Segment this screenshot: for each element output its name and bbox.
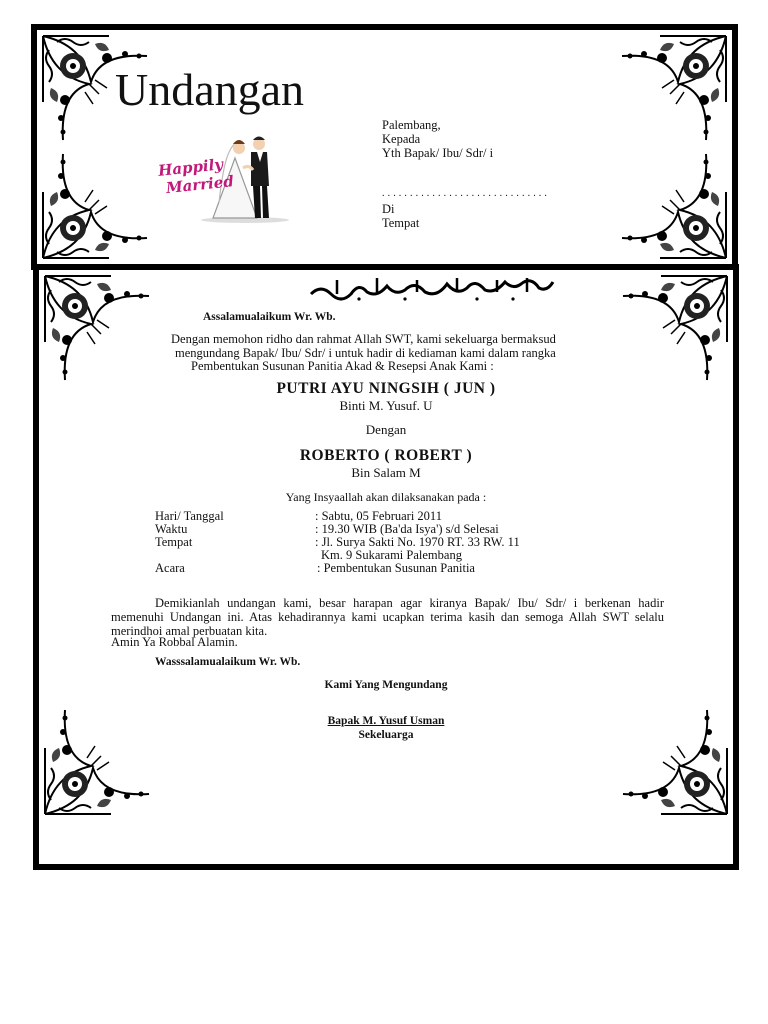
intro-line-2: mengundang Bapak/ Ibu/ Sdr/ i untuk hadir di kediaman kami dalam rangka bbox=[175, 346, 556, 360]
intro-line-1: Dengan memohon ridho dan rahmat Allah SWT, kami sekeluarga bermaksud bbox=[171, 332, 556, 346]
detail-label-time: Waktu bbox=[155, 522, 188, 536]
invitation-title: Undangan bbox=[115, 64, 305, 115]
detail-label-date: Hari/ Tanggal bbox=[155, 509, 224, 523]
address-tempat: Tempat bbox=[382, 216, 420, 230]
address-recipient: Yth Bapak/ Ibu/ Sdr/ i bbox=[382, 146, 494, 160]
corner-ornament-icon bbox=[39, 150, 151, 262]
closing-amin: Amin Ya Robbal Alamin. bbox=[111, 635, 238, 649]
corner-ornament-icon bbox=[618, 32, 730, 144]
detail-value-place-2: Km. 9 Sukarami Palembang bbox=[321, 548, 462, 562]
farewell-text: Wasssalamualaikum Wr. Wb. bbox=[155, 656, 301, 668]
corner-ornament-icon bbox=[41, 272, 153, 384]
logo-text-happily: Happily bbox=[157, 155, 224, 180]
envelope-cover bbox=[31, 24, 738, 270]
intro-line-3: Pembentukan Susunan Panitia Akad & Resepsi Anak Kami : bbox=[191, 359, 494, 373]
detail-value-time: : 19.30 WIB (Ba'da Isya') s/d Selesai bbox=[315, 522, 499, 536]
bride-name: PUTRI AYU NINGSIH ( JUN ) bbox=[276, 380, 496, 397]
address-blank-line: . . . . . . . . . . . . . . . . . . . . . . . . . . . . . . bbox=[382, 188, 548, 199]
address-di: Di bbox=[382, 202, 395, 216]
dengan-text: Dengan bbox=[365, 422, 407, 437]
basmalah-calligraphy-icon bbox=[307, 276, 557, 302]
invitation-letter bbox=[33, 264, 739, 870]
signer-name: Bapak M. Yusuf Usman bbox=[327, 715, 445, 727]
groom-name: ROBERTO ( ROBERT ) bbox=[299, 447, 473, 464]
detail-value-place: : Jl. Surya Sakti No. 1970 RT. 33 RW. 11 bbox=[315, 535, 520, 549]
groom-parent: Bin Salam M bbox=[351, 465, 421, 480]
address-city: Palembang, bbox=[382, 118, 441, 132]
logo-text-married: Married bbox=[165, 172, 235, 198]
detail-value-date: : Sabtu, 05 Februari 2011 bbox=[315, 509, 442, 523]
detail-label-place: Tempat bbox=[155, 535, 193, 549]
signoff-text: Kami Yang Mengundang bbox=[324, 679, 448, 691]
signer-family: Sekeluarga bbox=[358, 729, 414, 741]
happily-married-logo bbox=[157, 154, 234, 198]
schedule-intro: Yang Insyaallah akan dilaksanakan pada : bbox=[285, 490, 487, 504]
address-kepada: Kepada bbox=[382, 132, 421, 146]
corner-ornament-icon bbox=[619, 272, 731, 384]
detail-value-event: : Pembentukan Susunan Panitia bbox=[317, 561, 475, 575]
greeting-text: Assalamualaikum Wr. Wb. bbox=[203, 311, 336, 323]
corner-ornament-icon bbox=[618, 150, 730, 262]
detail-label-event: Acara bbox=[155, 561, 185, 575]
bride-parent: Binti M. Yusuf. U bbox=[339, 398, 433, 413]
closing-paragraph: Demikianlah undangan kami, besar harapan agar kiranya Bapak/ Ibu/ Sdr/ i berkenan hadir memenuhi Undangan ini. Atas kehadirannya kami ucapkan terima kasih dan semoga Allah SWT selalu merindhoi amal perbuatan kita. bbox=[111, 596, 664, 638]
